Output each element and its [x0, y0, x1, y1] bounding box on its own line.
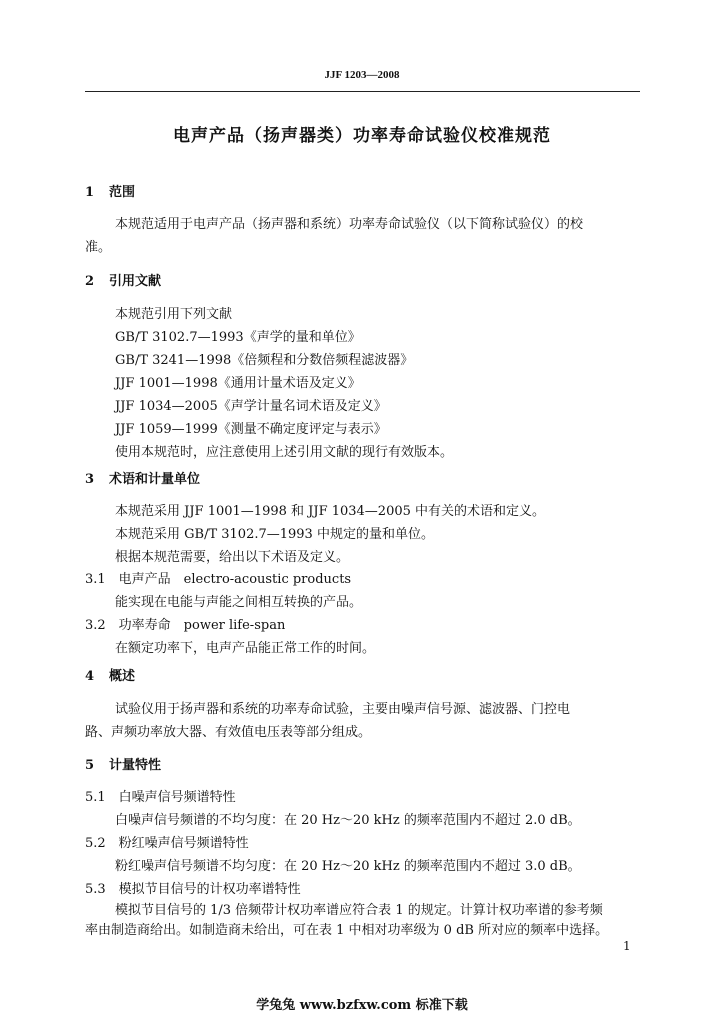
reference-item: GB/T 3102.7—1993《声学的量和单位》	[115, 330, 361, 345]
section-3-heading	[85, 468, 200, 487]
reference-item: GB/T 3241—1998《倍频程和分数倍频程滤波器》	[115, 353, 414, 368]
section-title: 概述	[109, 669, 136, 684]
section-number: 2	[85, 274, 95, 289]
section-5-heading	[85, 754, 161, 773]
paragraph-line: 使用本规范时，应注意使用上述引用文献的现行有效版本。	[115, 445, 454, 460]
paragraph-line: 根据本规范需要，给出以下术语及定义。	[115, 550, 350, 565]
document-code-header: JJF 1203—2008	[324, 69, 400, 81]
section-number: 1	[85, 185, 95, 200]
section-number: 5	[85, 758, 95, 773]
paragraph-line: 本规范引用下列文献	[115, 307, 233, 322]
paragraph-line: 率由制造商给出。如制造商未给出，可在表 1 中相对功率级为 0 dB 所对应的频率中选择。	[85, 923, 609, 938]
header-rule	[85, 91, 640, 92]
paragraph-line: 准。	[85, 240, 112, 255]
section-title: 引用文献	[109, 274, 162, 289]
section-1-heading	[85, 181, 135, 200]
paragraph-line: 试验仪用于扬声器和系统的功率寿命试验，主要由噪声信号源、滤波器、门控电	[115, 702, 571, 717]
section-title: 范围	[109, 185, 136, 200]
term-heading: 3.2 功率寿命 power life-span	[85, 618, 286, 633]
paragraph-line: 本规范采用 GB/T 3102.7—1993 中规定的量和单位。	[115, 527, 434, 542]
reference-item: JJF 1059—1999《测量不确定度评定与表示》	[115, 422, 387, 437]
subsection-heading: 5.1 白噪声信号频谱特性	[85, 790, 236, 805]
section-2-heading	[85, 270, 161, 289]
term-heading: 3.1 电声产品 electro-acoustic products	[85, 572, 352, 587]
paragraph-line: 模拟节目信号的 1/3 倍频带计权功率谱应符合表 1 的规定。计算计权功率谱的参考频	[115, 903, 603, 918]
footer-watermark: 学兔兔 www.bzfxw.com 标准下载	[256, 998, 468, 1013]
paragraph-line: 本规范采用 JJF 1001—1998 和 JJF 1034—2005 中有关的术语和定义。	[115, 504, 546, 519]
page-number: 1	[623, 939, 631, 953]
paragraph-line: 白噪声信号频谱的不均匀度：在 20 Hz～20 kHz 的频率范围内不超过 2.0 dB。	[115, 813, 581, 828]
term-definition: 能实现在电能与声能之间相互转换的产品。	[115, 595, 363, 610]
paragraph-line: 粉红噪声信号频谱不均匀度：在 20 Hz～20 kHz 的频率范围内不超过 3.0 dB。	[115, 859, 581, 874]
section-title: 计量特性	[109, 758, 162, 773]
section-4-heading	[85, 665, 135, 684]
section-title: 术语和计量单位	[109, 472, 201, 487]
paragraph-line: 路、声频功率放大器、有效值电压表等部分组成。	[85, 725, 372, 740]
paragraph-line: 本规范适用于电声产品（扬声器和系统）功率寿命试验仪（以下简称试验仪）的校	[115, 217, 584, 232]
subsection-heading: 5.2 粉红噪声信号频谱特性	[85, 836, 249, 851]
term-definition: 在额定功率下，电声产品能正常工作的时间。	[115, 641, 376, 656]
page-title: 电声产品（扬声器类）功率寿命试验仪校准规范	[173, 126, 551, 146]
reference-item: JJF 1034—2005《声学计量名词术语及定义》	[115, 399, 387, 414]
reference-item: JJF 1001—1998《通用计量术语及定义》	[115, 376, 361, 391]
section-number: 4	[85, 669, 95, 684]
section-number: 3	[85, 472, 95, 487]
subsection-heading: 5.3 模拟节目信号的计权功率谱特性	[85, 882, 301, 897]
